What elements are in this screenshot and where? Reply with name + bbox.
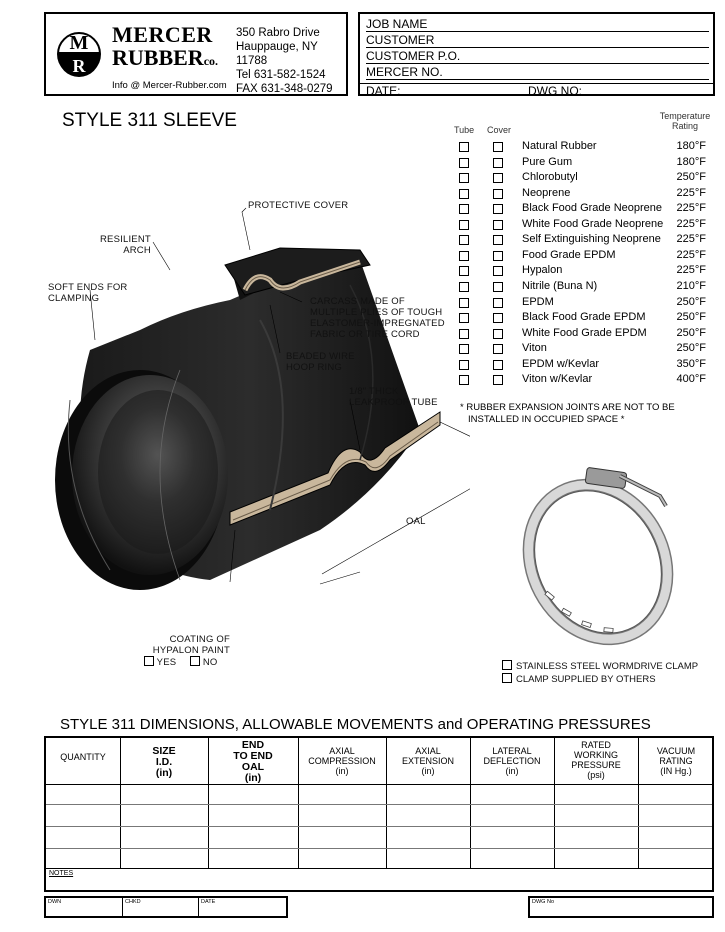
material-temp: 250°F [676, 311, 706, 324]
material-temp: 400°F [676, 373, 706, 386]
material-row [458, 233, 710, 248]
material-row [458, 342, 710, 357]
mercer-logo-icon [56, 22, 102, 86]
material-temp: 225°F [676, 264, 706, 277]
svg-text:M: M [69, 32, 89, 54]
tube-column-header: Tube [454, 125, 475, 135]
material-row [458, 280, 710, 295]
cover-checkbox[interactable] [493, 360, 503, 370]
customer-field[interactable]: CUSTOMER [366, 33, 709, 49]
coating-no-checkbox[interactable] [190, 656, 200, 666]
temperature-column-header: Temperature Rating [659, 111, 711, 131]
job-name-field[interactable]: JOB NAME [366, 17, 709, 33]
column-header-line: I.D. [155, 756, 173, 768]
coating-yes-checkbox[interactable] [144, 656, 154, 666]
wormdrive-checkbox[interactable] [502, 660, 512, 670]
material-name: Black Food Grade EPDM [522, 311, 646, 324]
material-name: Chlorobutyl [522, 171, 578, 184]
cover-checkbox[interactable] [493, 344, 503, 354]
column-header [298, 746, 386, 776]
footer-date-field[interactable]: DATE [201, 899, 216, 905]
material-name: EPDM w/Kevlar [522, 357, 600, 370]
clamp-icon [510, 462, 700, 652]
material-name: White Food Grade Neoprene [522, 217, 664, 230]
cover-checkbox[interactable] [493, 189, 503, 199]
column-header-line: (in) [335, 766, 349, 776]
callout-resilient-arch: RESILIENT ARCH [100, 234, 151, 256]
column-header [554, 740, 638, 780]
column-header-line: COMPRESSION [308, 756, 376, 766]
footer-dwg-box [528, 896, 714, 918]
cover-checkbox[interactable] [493, 282, 503, 292]
column-header-line: (in) [244, 772, 262, 784]
cover-column-header: Cover [487, 125, 512, 135]
material-row [458, 311, 710, 326]
cover-checkbox[interactable] [493, 235, 503, 245]
material-name: Neoprene [522, 186, 571, 199]
material-name: Viton w/Kevlar [522, 373, 593, 386]
brand-name-line2: RUBBERco. [112, 45, 219, 70]
column-header-line: (psi) [587, 770, 605, 780]
material-row [458, 264, 710, 279]
material-row [458, 171, 710, 186]
cover-checkbox[interactable] [493, 204, 503, 214]
cover-checkbox[interactable] [493, 251, 503, 261]
material-temp: 180°F [676, 140, 706, 152]
customer-po-field[interactable]: CUSTOMER P.O. [366, 49, 709, 65]
cover-checkbox[interactable] [493, 298, 503, 308]
tube-checkbox[interactable] [459, 142, 469, 152]
material-name: Pure Gum [522, 155, 573, 168]
column-header-line: PRESSURE [571, 760, 621, 770]
material-temp: 225°F [676, 186, 706, 199]
column-header [638, 746, 714, 776]
cover-checkbox[interactable] [493, 329, 503, 339]
cover-checkbox[interactable] [493, 158, 503, 168]
brand-name-line1: MERCER [112, 22, 213, 47]
callout-protective-cover: PROTECTIVE COVER [248, 200, 349, 211]
callout-oal: OAL [406, 516, 426, 527]
footer-dwg-no-field[interactable]: DWG No [532, 899, 554, 905]
callout-soft-ends: SOFT ENDS FOR CLAMPING [48, 282, 128, 304]
material-temp: 250°F [676, 342, 706, 355]
svg-text:R: R [72, 56, 86, 76]
column-header-line: END [241, 739, 265, 751]
callout-leakproof-tube: 1/8" THICK LEAKPROOF TUBE [349, 386, 438, 408]
tube-checkbox[interactable] [459, 173, 469, 183]
notes-label: NOTES [49, 870, 74, 877]
column-header [386, 746, 470, 776]
material-name: Viton [522, 342, 547, 355]
material-temp: 250°F [676, 295, 706, 308]
material-name: Self Extinguishing Neoprene [522, 233, 661, 246]
signoff-box [44, 896, 288, 918]
page-title: STYLE 311 SLEEVE [62, 110, 237, 131]
column-header-line: AXIAL [329, 746, 355, 756]
clamp-option-others[interactable]: CLAMP SUPPLIED BY OTHERS [502, 673, 698, 686]
column-header-line: (in) [421, 766, 435, 776]
coating-no-option[interactable]: NO [190, 656, 218, 668]
column-header-line: (in) [155, 767, 173, 779]
column-header-line: EXTENSION [401, 756, 454, 766]
dwg-no-field[interactable]: DWG NO: [528, 84, 582, 98]
material-row [458, 327, 710, 342]
chkd-field[interactable]: CHKD [125, 899, 141, 905]
tube-checkbox[interactable] [459, 158, 469, 168]
company-address: 350 Rabro Drive Hauppauge, NY 11788 Tel 631-582-1524 FAX 631-348-0279 [236, 27, 333, 95]
column-header [46, 752, 120, 762]
column-header-line: OAL [241, 761, 265, 773]
column-header [208, 740, 298, 784]
material-temp: 210°F [676, 279, 706, 292]
callout-beaded-wire: BEADED WIRE HOOP RING [286, 351, 355, 373]
material-row [458, 218, 710, 233]
date-field[interactable]: DATE: [366, 84, 401, 98]
material-row [458, 140, 710, 155]
occupied-space-warning: * RUBBER EXPANSION JOINTS ARE NOT TO BE INSTALLED IN OCCUPIED SPACE * [460, 402, 675, 425]
material-temp: 350°F [676, 357, 706, 370]
job-info-box [358, 12, 715, 96]
cover-checkbox[interactable] [493, 142, 503, 152]
callout-carcass: CARCASS MADE OF MULTIPLE PLIES OF TOUGH ELASTOMER-IMPREGNATED FABRIC OR TIRE CORD [310, 296, 445, 340]
material-temp: 180°F [676, 155, 706, 168]
cover-checkbox[interactable] [493, 313, 503, 323]
coating-yes-option[interactable]: YES [144, 656, 176, 668]
dimensions-table [44, 736, 714, 892]
column-header-line: SIZE [152, 745, 176, 757]
material-row [458, 187, 710, 202]
sleeve-illustration [30, 190, 470, 660]
clamp-options [502, 660, 698, 686]
column-header [470, 746, 554, 776]
material-row [458, 156, 710, 171]
cover-checkbox[interactable] [493, 220, 503, 230]
company-email: Info @ Mercer-Rubber.com [112, 80, 227, 91]
material-temp: 225°F [676, 233, 706, 246]
cover-checkbox[interactable] [493, 173, 503, 183]
column-header-line: QUANTITY [60, 752, 106, 762]
material-name: Hypalon [522, 264, 563, 277]
column-header-line: RATING [659, 756, 693, 766]
material-name: EPDM [522, 295, 554, 308]
column-header-line: TO END [233, 750, 273, 762]
material-temp: 250°F [676, 326, 706, 339]
material-name: Nitrile (Buna N) [522, 279, 598, 292]
material-name: Black Food Grade Neoprene [522, 202, 663, 215]
clamp-option-wormdrive[interactable]: STAINLESS STEEL WORMDRIVE CLAMP [502, 660, 698, 673]
material-row [458, 296, 710, 311]
others-checkbox[interactable] [502, 673, 512, 683]
cover-checkbox[interactable] [493, 375, 503, 385]
column-header-line: RATED [581, 740, 611, 750]
dimensions-title: STYLE 311 DIMENSIONS, ALLOWABLE MOVEMENTS and OPERATING PRESSURES [60, 716, 651, 733]
company-header [44, 12, 348, 96]
material-temp: 225°F [676, 217, 706, 230]
material-name: Natural Rubber [522, 140, 597, 152]
material-temp: 225°F [676, 202, 706, 215]
material-row [458, 249, 710, 264]
column-header-line: LATERAL [492, 746, 532, 756]
column-header-line: VACUUM [656, 746, 696, 756]
callout-coating: COATING OF HYPALON PAINT [152, 634, 230, 656]
material-name: White Food Grade EPDM [522, 326, 647, 339]
material-temp: 225°F [676, 248, 706, 261]
dwn-field[interactable]: DWN [48, 899, 62, 905]
column-header-line: WORKING [574, 750, 618, 760]
cover-checkbox[interactable] [493, 266, 503, 276]
material-temp: 250°F [676, 171, 706, 184]
mercer-no-field[interactable]: MERCER NO. [366, 65, 709, 81]
material-name: Food Grade EPDM [522, 248, 616, 261]
column-header [120, 746, 208, 779]
column-header-line: (in) [505, 766, 519, 776]
column-header-line: (IN Hg.) [660, 766, 692, 776]
material-row [458, 373, 710, 388]
column-header-line: DEFLECTION [483, 756, 541, 766]
material-row [458, 202, 710, 217]
material-row [458, 358, 710, 373]
column-header-line: AXIAL [415, 746, 441, 756]
